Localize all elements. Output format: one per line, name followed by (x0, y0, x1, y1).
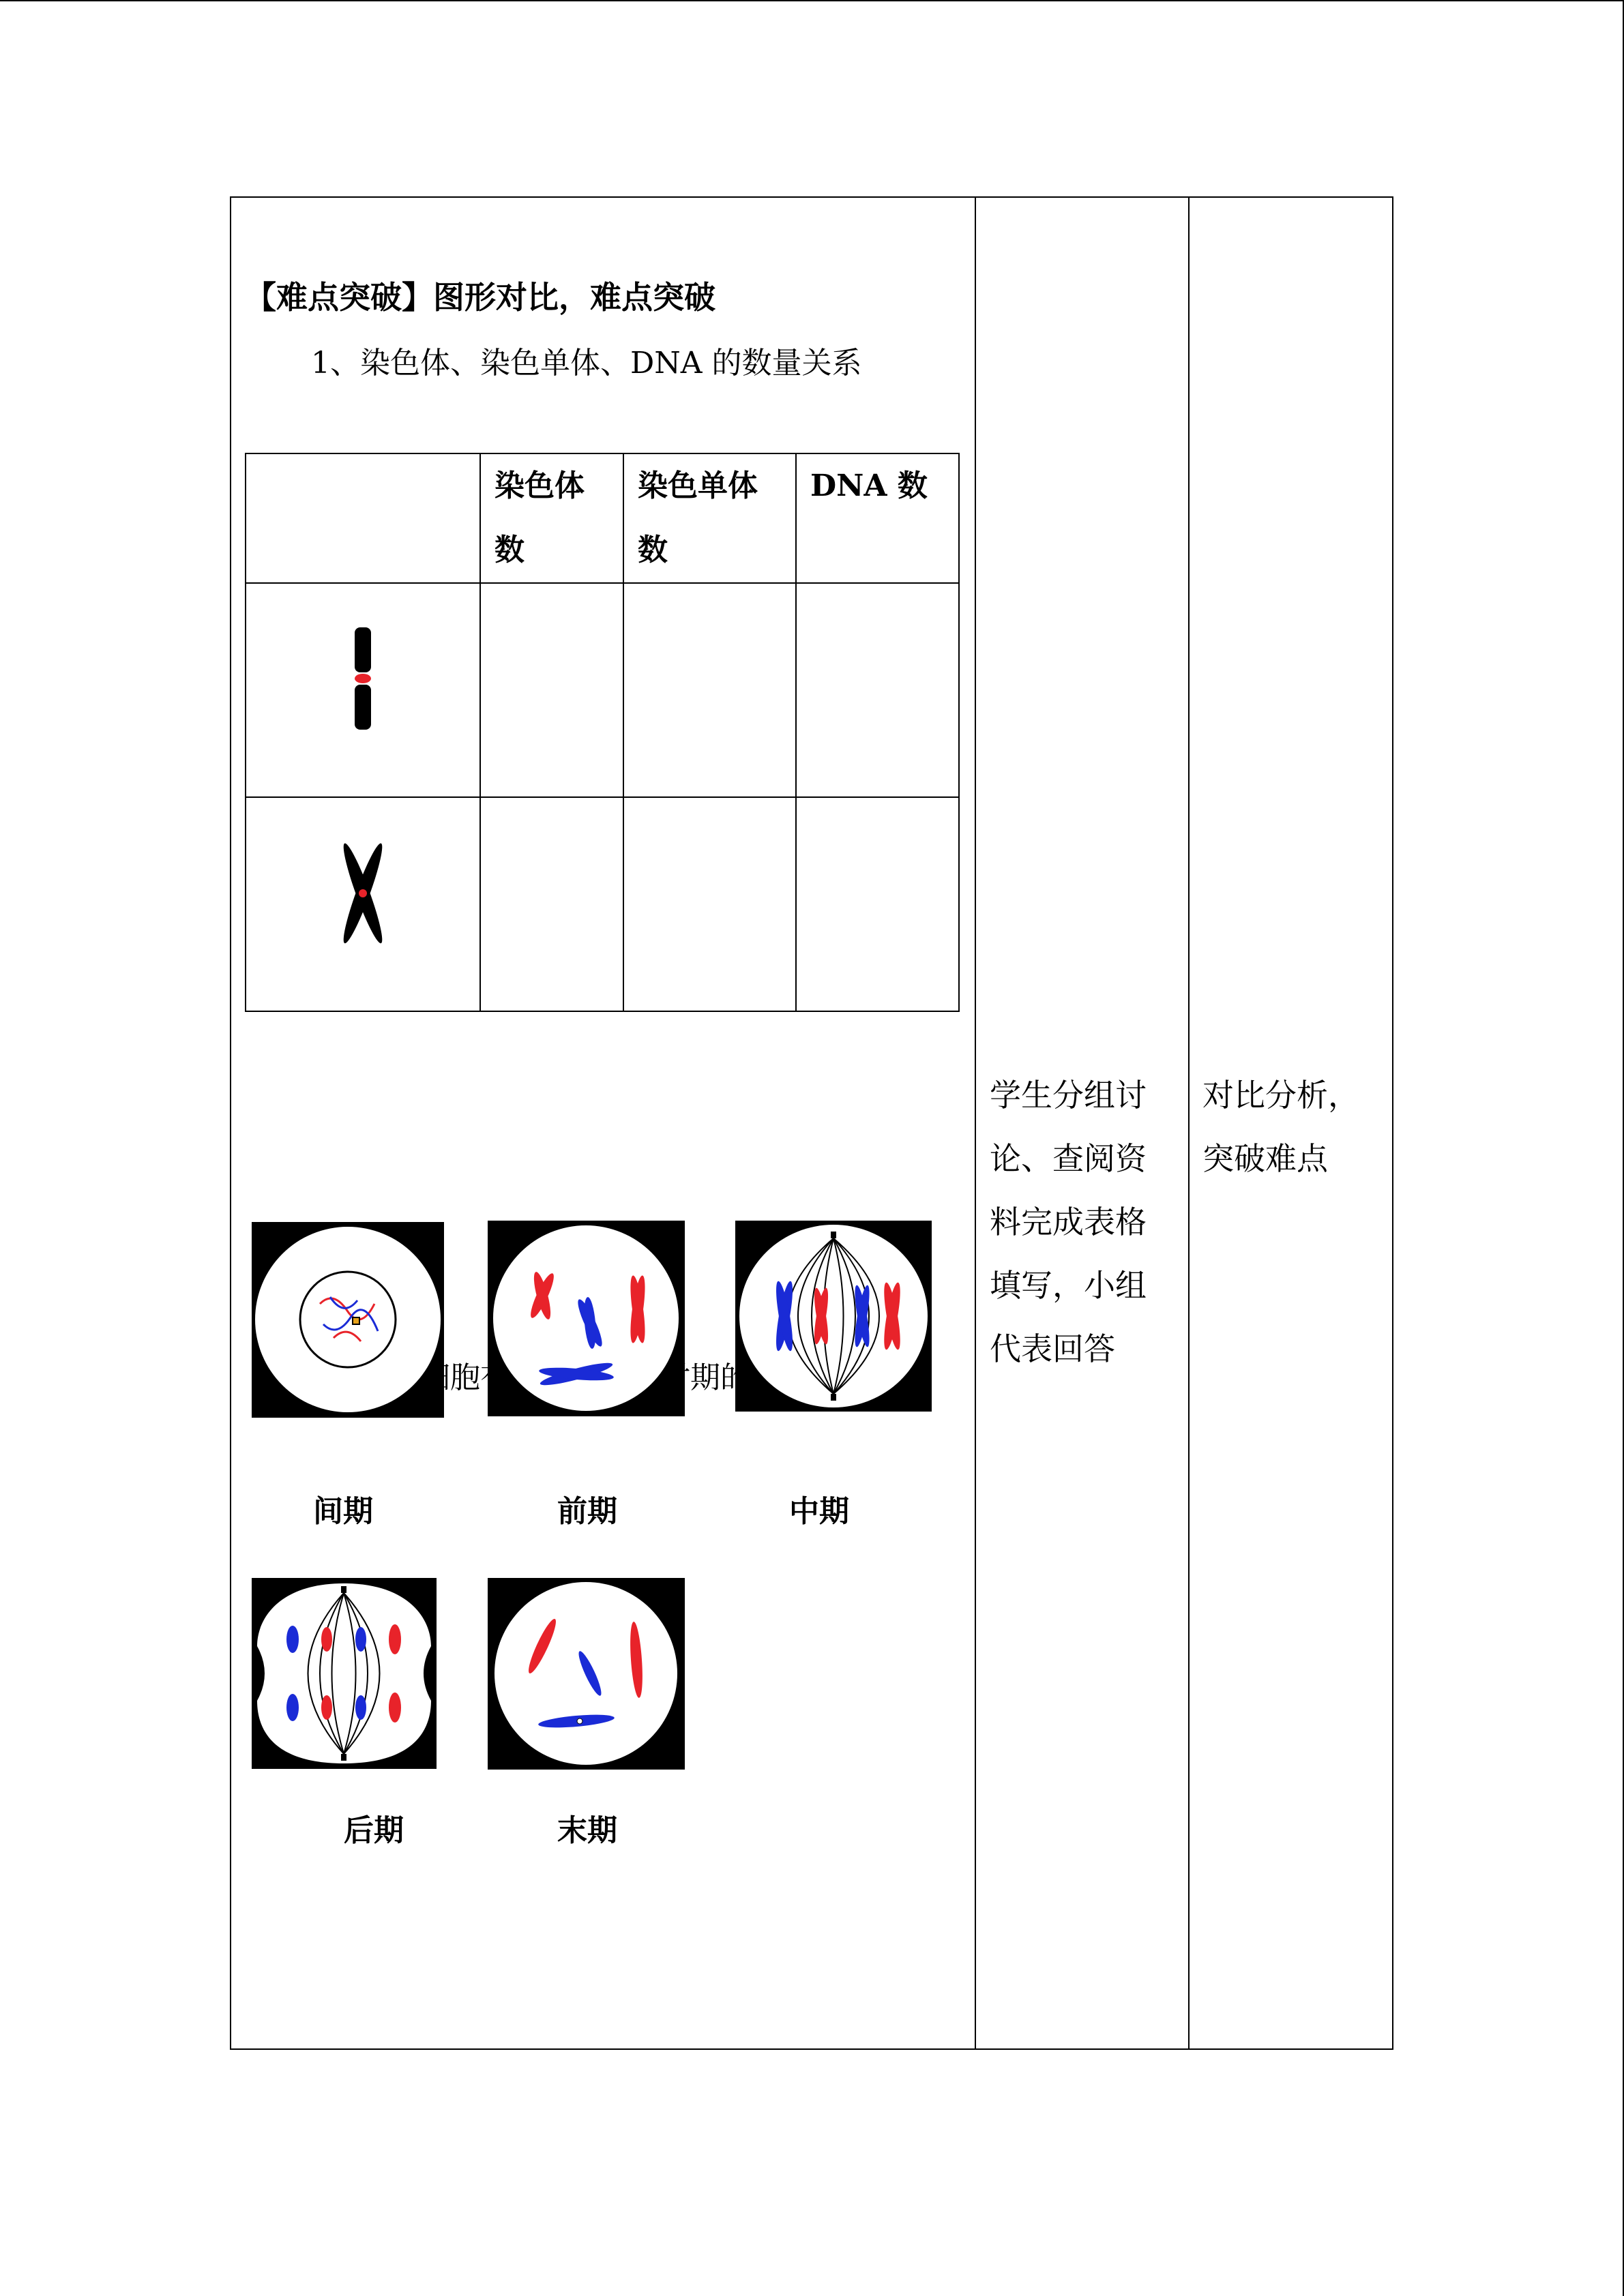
table-header-cell (246, 453, 480, 583)
single-chromosome-icon (342, 625, 383, 734)
table-header-row (246, 453, 959, 583)
dna-count-table (245, 453, 960, 1012)
design-intent-text: 对比分析，突破难点 (1202, 1077, 1359, 1177)
lesson-table (230, 196, 1393, 2050)
table-cell[interactable] (480, 797, 623, 1011)
section-heading: 【难点突破】图形对比，难点突破 (245, 279, 715, 316)
table-header-cell: 染色单体数 (623, 453, 796, 583)
caption-interphase: 间期 (313, 1494, 373, 1529)
table-cell[interactable] (796, 797, 959, 1011)
table-header-cell: DNA 数 (796, 453, 959, 583)
caption-telophase: 末期 (557, 1813, 617, 1848)
x-chromosome-icon (332, 839, 394, 948)
anaphase-cell-image (252, 1578, 437, 1769)
column-divider (975, 198, 976, 2048)
section1-title: 1、染色体、染色单体、DNA 的数量关系 (311, 346, 862, 381)
table-cell[interactable] (796, 583, 959, 797)
page-top-rule (0, 0, 1624, 1)
prophase-cell-image (488, 1221, 685, 1416)
metaphase-cell-image (735, 1221, 932, 1412)
table-cell[interactable] (480, 583, 623, 797)
table-cell[interactable] (623, 583, 796, 797)
caption-prophase: 前期 (557, 1494, 617, 1529)
caption-metaphase: 中期 (789, 1494, 849, 1529)
table-row (246, 797, 959, 1011)
interphase-cell-image (252, 1222, 444, 1418)
column-divider (1188, 198, 1190, 2048)
table-image-cell (246, 583, 480, 797)
table-row (246, 583, 959, 797)
table-cell[interactable] (623, 797, 796, 1011)
caption-anaphase: 后期 (344, 1813, 404, 1848)
table-image-cell (246, 797, 480, 1011)
telophase-cell-image (488, 1578, 685, 1770)
student-activity-text: 学生分组讨论、查阅资料完成表格填写，小组代表回答 (990, 1077, 1147, 1367)
table-header-cell: 染色体数 (480, 453, 623, 583)
